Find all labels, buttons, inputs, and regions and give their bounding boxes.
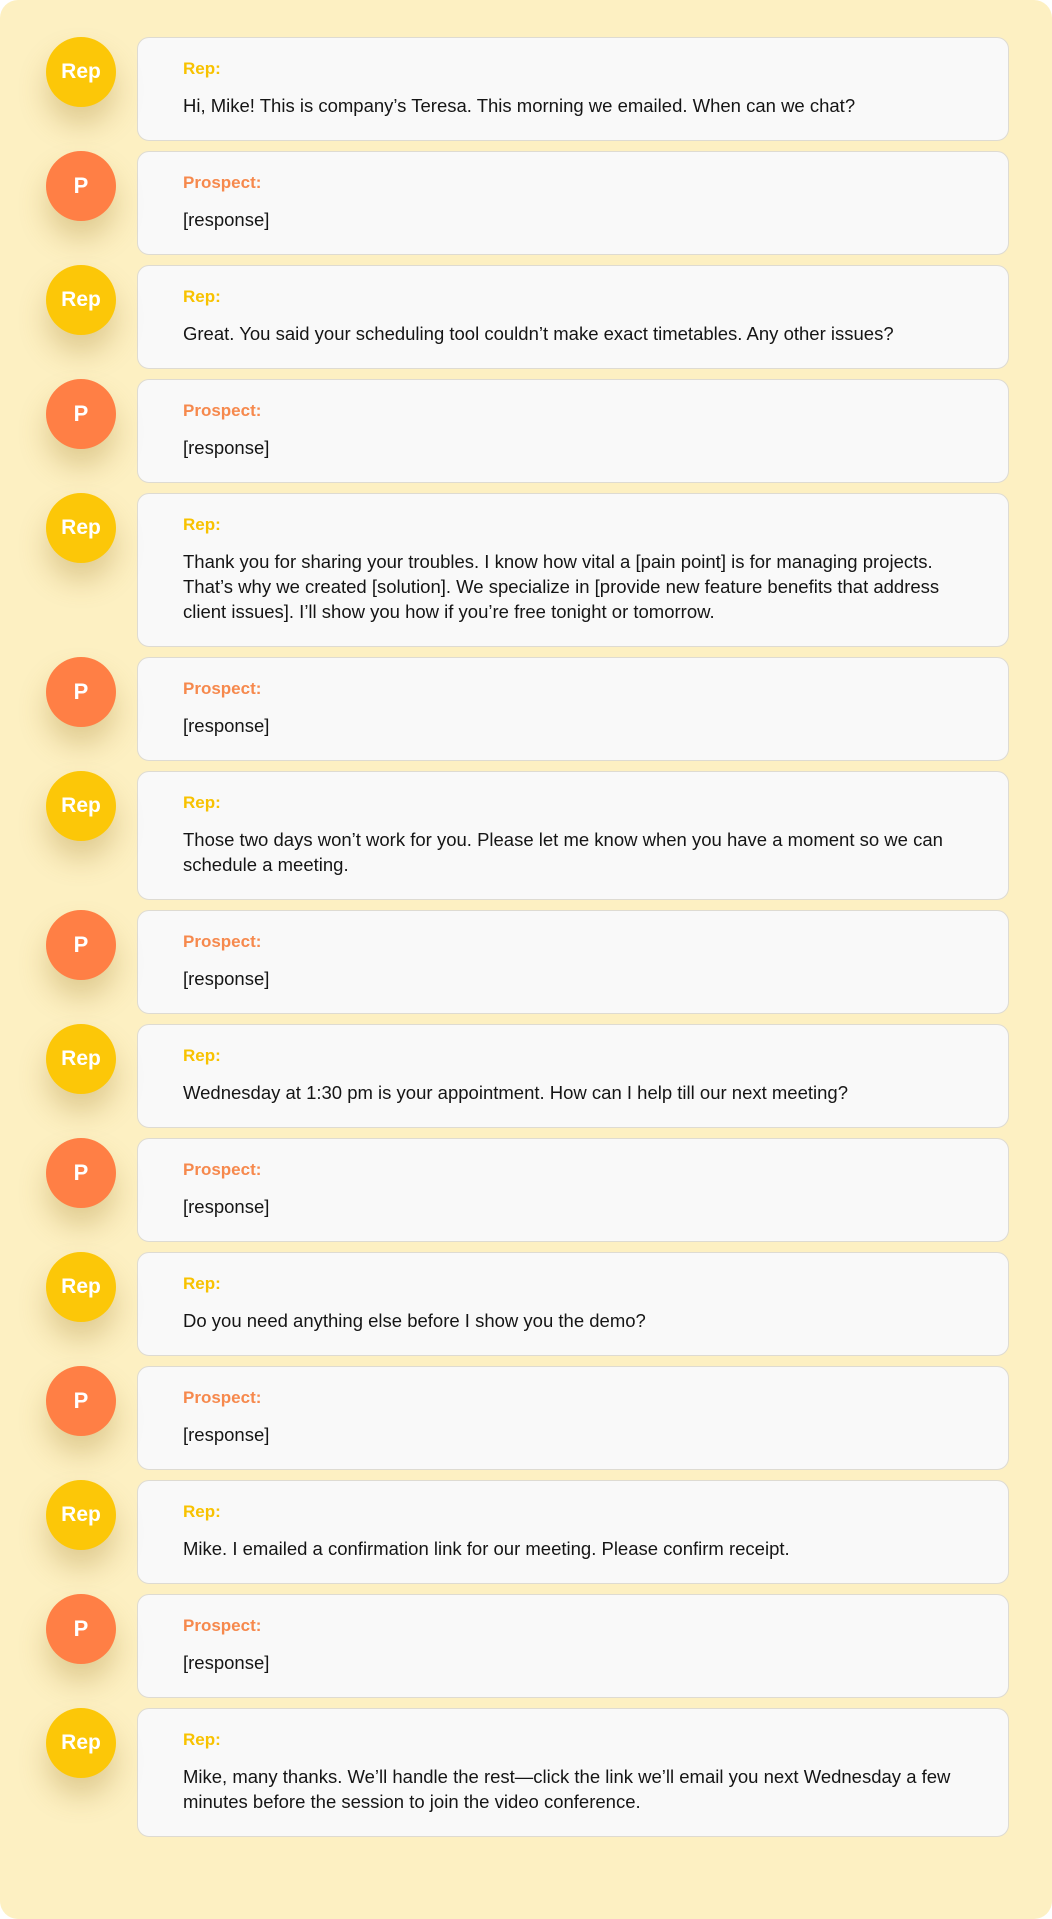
message-text: Thank you for sharing your troubles. I know how vital a [pain point] is for managing projects. That’s why we created [solution]. We specialize in [provide new feature benefits that address client issues]. I’ll show you how if you’re free tonight or tomorrow.: [183, 551, 940, 622]
speaker-label: Rep:: [183, 59, 221, 78]
message-text: Wednesday at 1:30 pm is your appointment. How can I help till our next meeting?: [183, 1082, 848, 1103]
message-row: [0, 37, 1052, 141]
speaker-label: Prospect:: [183, 932, 262, 951]
prospect-avatar: P: [46, 151, 116, 221]
message-text: [response]: [183, 715, 270, 736]
rep-avatar: Rep: [46, 1480, 116, 1550]
message-row: [0, 657, 1052, 761]
speaker-label: Prospect:: [183, 1160, 262, 1179]
message-row: [0, 1138, 1052, 1242]
rep-avatar: Rep: [46, 1024, 116, 1094]
message-text: [response]: [183, 1424, 270, 1445]
message-bubble: [137, 1594, 1009, 1698]
speaker-label: Prospect:: [183, 401, 262, 420]
message-bubble: [137, 493, 1009, 647]
message-bubble: [137, 1024, 1009, 1128]
prospect-avatar: P: [46, 657, 116, 727]
message-bubble: [137, 1366, 1009, 1470]
speaker-label: Rep:: [183, 515, 221, 534]
message-text: Mike, many thanks. We’ll handle the rest—click the link we’ll email you next Wednesday a few minutes before the session to join the video conference.: [183, 1766, 951, 1812]
message-bubble: [137, 771, 1009, 900]
message-bubble: [137, 1708, 1009, 1837]
message-text: Do you need anything else before I show you the demo?: [183, 1310, 646, 1331]
rep-avatar: Rep: [46, 1252, 116, 1322]
speaker-label: Rep:: [183, 1730, 221, 1749]
message-bubble: [137, 657, 1009, 761]
message-text: [response]: [183, 1196, 270, 1217]
message-bubble: [137, 37, 1009, 141]
message-row: [0, 379, 1052, 483]
message-text: [response]: [183, 437, 270, 458]
message-row: [0, 1252, 1052, 1356]
rep-avatar: Rep: [46, 1708, 116, 1778]
rep-avatar: Rep: [46, 771, 116, 841]
prospect-avatar: P: [46, 1138, 116, 1208]
speaker-label: Rep:: [183, 1502, 221, 1521]
message-text: Hi, Mike! This is company’s Teresa. This morning we emailed. When can we chat?: [183, 95, 856, 116]
prospect-avatar: P: [46, 379, 116, 449]
message-text: [response]: [183, 968, 270, 989]
message-text: [response]: [183, 209, 270, 230]
rep-avatar: Rep: [46, 37, 116, 107]
speaker-label: Rep:: [183, 793, 221, 812]
message-row: [0, 151, 1052, 255]
message-row: [0, 910, 1052, 1014]
message-text: Great. You said your scheduling tool couldn’t make exact timetables. Any other issues?: [183, 323, 894, 344]
message-text: Mike. I emailed a confirmation link for our meeting. Please confirm receipt.: [183, 1538, 790, 1559]
message-row: [0, 265, 1052, 369]
message-bubble: [137, 1480, 1009, 1584]
message-bubble: [137, 1138, 1009, 1242]
speaker-label: Prospect:: [183, 173, 262, 192]
message-row: [0, 1024, 1052, 1128]
speaker-label: Prospect:: [183, 1616, 262, 1635]
message-text: Those two days won’t work for you. Please let me know when you have a moment so we can schedule a meeting.: [183, 829, 943, 875]
prospect-avatar: P: [46, 1594, 116, 1664]
message-row: [0, 493, 1052, 647]
message-bubble: [137, 265, 1009, 369]
message-row: [0, 1366, 1052, 1470]
message-row: [0, 771, 1052, 900]
message-bubble: [137, 1252, 1009, 1356]
message-text: [response]: [183, 1652, 270, 1673]
message-row: [0, 1480, 1052, 1584]
message-row: [0, 1594, 1052, 1698]
speaker-label: Prospect:: [183, 1388, 262, 1407]
conversation-thread: [0, 37, 1052, 1847]
message-row: [0, 1708, 1052, 1837]
rep-avatar: Rep: [46, 493, 116, 563]
speaker-label: Rep:: [183, 1046, 221, 1065]
speaker-label: Rep:: [183, 1274, 221, 1293]
prospect-avatar: P: [46, 1366, 116, 1436]
speaker-label: Rep:: [183, 287, 221, 306]
message-bubble: [137, 910, 1009, 1014]
speaker-label: Prospect:: [183, 679, 262, 698]
message-bubble: [137, 379, 1009, 483]
prospect-avatar: P: [46, 910, 116, 980]
message-bubble: [137, 151, 1009, 255]
rep-avatar: Rep: [46, 265, 116, 335]
